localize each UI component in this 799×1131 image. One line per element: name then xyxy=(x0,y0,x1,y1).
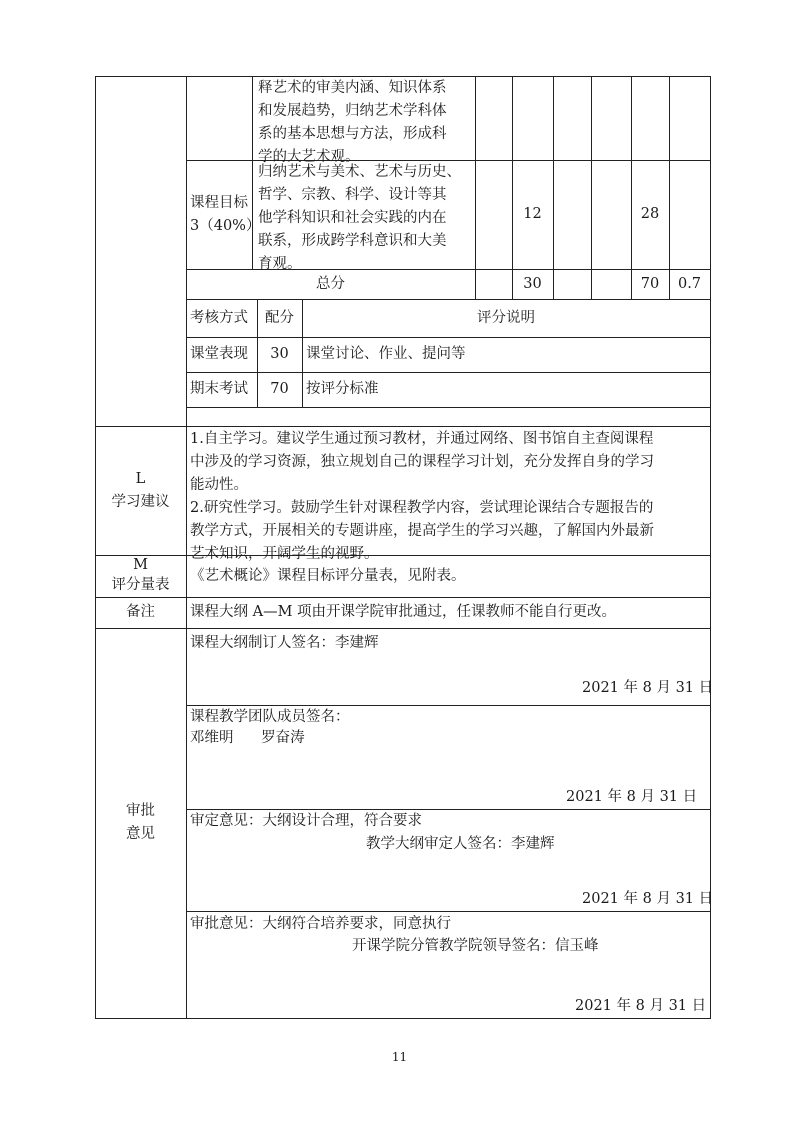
total-score-b: 70 xyxy=(640,276,660,292)
right-border xyxy=(710,76,711,1019)
total-label: 总分 xyxy=(316,276,345,292)
text-line: 育观。 xyxy=(258,256,302,272)
col-divider xyxy=(252,76,253,270)
objective-continuation xyxy=(258,77,447,169)
review-opinion: 审定意见：大纲设计合理，符合要求 xyxy=(190,813,422,829)
approval-label xyxy=(95,800,186,846)
reviewer-signature: 教学大纲审定人签名：李建辉 xyxy=(366,836,555,852)
text-line: 3（40%） xyxy=(190,218,261,234)
text-line: 意见 xyxy=(126,826,155,842)
assessment-header-desc: 评分说明 xyxy=(477,310,535,326)
team-date: 2021 年 8 月 31 日 xyxy=(566,789,698,805)
total-score-a: 30 xyxy=(523,276,542,292)
scale-text: 《艺术概论》课程目标评分量表，见附表。 xyxy=(190,568,466,584)
assessment-row-weight: 70 xyxy=(270,381,289,397)
section-code: M xyxy=(133,557,148,573)
assessment-row-desc: 课堂讨论、作业、提问等 xyxy=(306,346,466,362)
section-divider xyxy=(95,628,711,629)
row-divider xyxy=(186,337,711,338)
text-line: 释艺术的审美内涵、知识体系 xyxy=(258,80,447,96)
text-line: 他学科知识和社会实践的内在 xyxy=(258,210,447,226)
assessment-row-method: 期末考试 xyxy=(190,381,248,397)
total-score-c: 0.7 xyxy=(677,276,702,292)
text-line: 中涉及的学习资源，独立规划自己的课程学习计划，充分发挥自身的学习 xyxy=(190,454,654,470)
assessment-header-method: 考核方式 xyxy=(190,310,248,326)
drafter-date: 2021 年 8 月 31 日 xyxy=(582,680,714,696)
col-divider xyxy=(631,76,632,300)
row-divider xyxy=(186,372,711,373)
assessment-row-method: 课堂表现 xyxy=(190,346,248,362)
left-border xyxy=(95,76,96,1019)
bottom-border xyxy=(95,1018,711,1019)
objective-3-label xyxy=(190,192,260,238)
section-divider xyxy=(95,597,711,598)
team-signature-label: 课程教学团队成员签名： xyxy=(190,709,350,725)
scale-label xyxy=(95,555,186,595)
text-line: 联系，形成跨学科意识和大美 xyxy=(258,233,447,249)
page-number: 11 xyxy=(391,1050,408,1064)
text-line: 课程目标 xyxy=(190,195,248,211)
remarks-text: 课程大纲 A—M 项由开课学院审批通过，任课教师不能自行更改。 xyxy=(190,604,617,620)
col-divider xyxy=(669,76,670,300)
col-divider xyxy=(553,76,554,300)
col-divider xyxy=(512,76,513,300)
text-line: 艺术知识，开阔学生的视野。 xyxy=(190,546,379,562)
text-line: 学的大艺术观。 xyxy=(258,149,360,165)
objective-3-score-a: 12 xyxy=(523,206,542,222)
label-column-divider xyxy=(186,76,187,1019)
row-divider xyxy=(186,407,711,408)
assessment-row-weight: 30 xyxy=(270,346,289,362)
text-line: 哲学、宗教、科学、设计等其 xyxy=(258,187,447,203)
section-code: L xyxy=(135,471,146,487)
approval-date: 2021 年 8 月 31 日 xyxy=(575,998,707,1014)
text-line: 系的基本思想与方法，形成科 xyxy=(258,126,447,142)
review-date: 2021 年 8 月 31 日 xyxy=(582,891,714,907)
assessment-row-desc: 按评分标准 xyxy=(306,381,379,397)
text-line: 1.自主学习。建议学生通过预习教材，并通过网络、图书馆自主查阅课程 xyxy=(190,431,654,447)
text-line: 教学方式，开展相关的专题讲座，提高学生的学习兴趣，了解国内外最新 xyxy=(190,523,654,539)
text-line: 归纳艺术与美术、艺术与历史、 xyxy=(258,164,461,180)
learning-label xyxy=(95,468,186,514)
objective-3-description xyxy=(258,161,461,276)
approval-opinion: 审批意见：大纲符合培养要求，同意执行 xyxy=(190,916,451,932)
drafter-signature: 课程大纲制订人签名：李建辉 xyxy=(190,635,379,651)
text-line: 审批 xyxy=(126,803,155,819)
row-divider xyxy=(186,299,711,300)
assessment-header-weight: 配分 xyxy=(265,310,294,326)
section-title: 评分量表 xyxy=(111,577,170,593)
col-divider xyxy=(591,76,592,300)
section-title: 学习建议 xyxy=(111,494,170,510)
col-divider xyxy=(475,76,476,300)
text-line: 能动性。 xyxy=(190,477,248,493)
text-line: 2.研究性学习。鼓励学生针对课程教学内容，尝试理论课结合专题报告的 xyxy=(190,500,654,516)
objective-3-score-b: 28 xyxy=(640,206,660,222)
learning-suggestions xyxy=(190,428,654,566)
team-members: 邓维明 罗奋涛 xyxy=(190,730,305,746)
section-divider xyxy=(95,426,711,427)
row-divider xyxy=(186,911,711,912)
approver-signature: 开课学院分管教学院领导签名：信玉峰 xyxy=(352,938,599,954)
text-line: 和发展趋势，归纳艺术学科体 xyxy=(258,103,447,119)
remarks-label: 备注 xyxy=(126,604,155,620)
